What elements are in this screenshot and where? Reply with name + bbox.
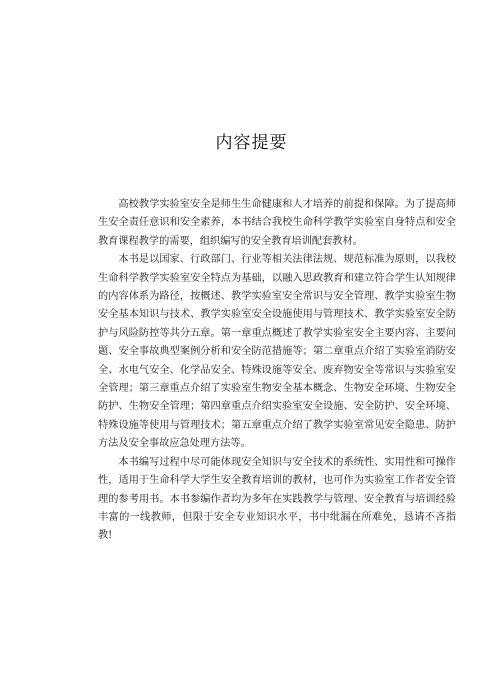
document-title: 内容提要 [215,133,288,153]
paragraph: 本书是以国家、行政部门、行业等相关法律法规、规范标准为原则，以我校生命科学教学实验室安全特点为基础，以融入思政教育和建立符合学生认知规律的内容体系为路径，按概述、教学实验室安全常识与安全管理、教学实验室生物安全基本知识与技术、教学实验室安全设施使用与管理技术、教学实验室安全防护与风险防控等共分五章。第一章重点概述了教学实验室安全主要内容、主要问题、安全事故典型案例分析和安全防范措施等；第二章重点介绍了实验室消防安全、水电气安全、化学品安全、特殊设施等安全、废弃物安全等常识与实验室安全管理；第三章重点介绍了实验室生物安全基本概念、生物安全环境、生物安全防护、生物安全管理；第四章重点介绍实验室安全设施、安全防护、安全环境、特殊设施等使用与管理技术；第五章重点介绍了教学实验室常见安全隐患、防护方法及安全事故应急处理方法等。 [98,254,456,450]
paragraph: 本书编写过程中尽可能体现安全知识与安全技术的系统性、实用性和可操作性，适用于生命科学大学生安全教育培训的教材，也可作为实验室工作者安全管理的参考用书。本书参编作者均为多年在实践教学与管理、安全教育与培训经验丰富的一线教师，但限于安全专业知识水平，书中纰漏在所难免，恳请不吝指教! [98,456,456,542]
document-body [98,196,456,546]
paragraph: 高校教学实验室安全是师生生命健康和人才培养的前提和保障。为了提高师生安全责任意识和安全素养，本书结合我校生命科学教学实验室自身特点和安全教育课程教学的需要，组织编写的安全教育培训配套教材。 [98,199,456,247]
